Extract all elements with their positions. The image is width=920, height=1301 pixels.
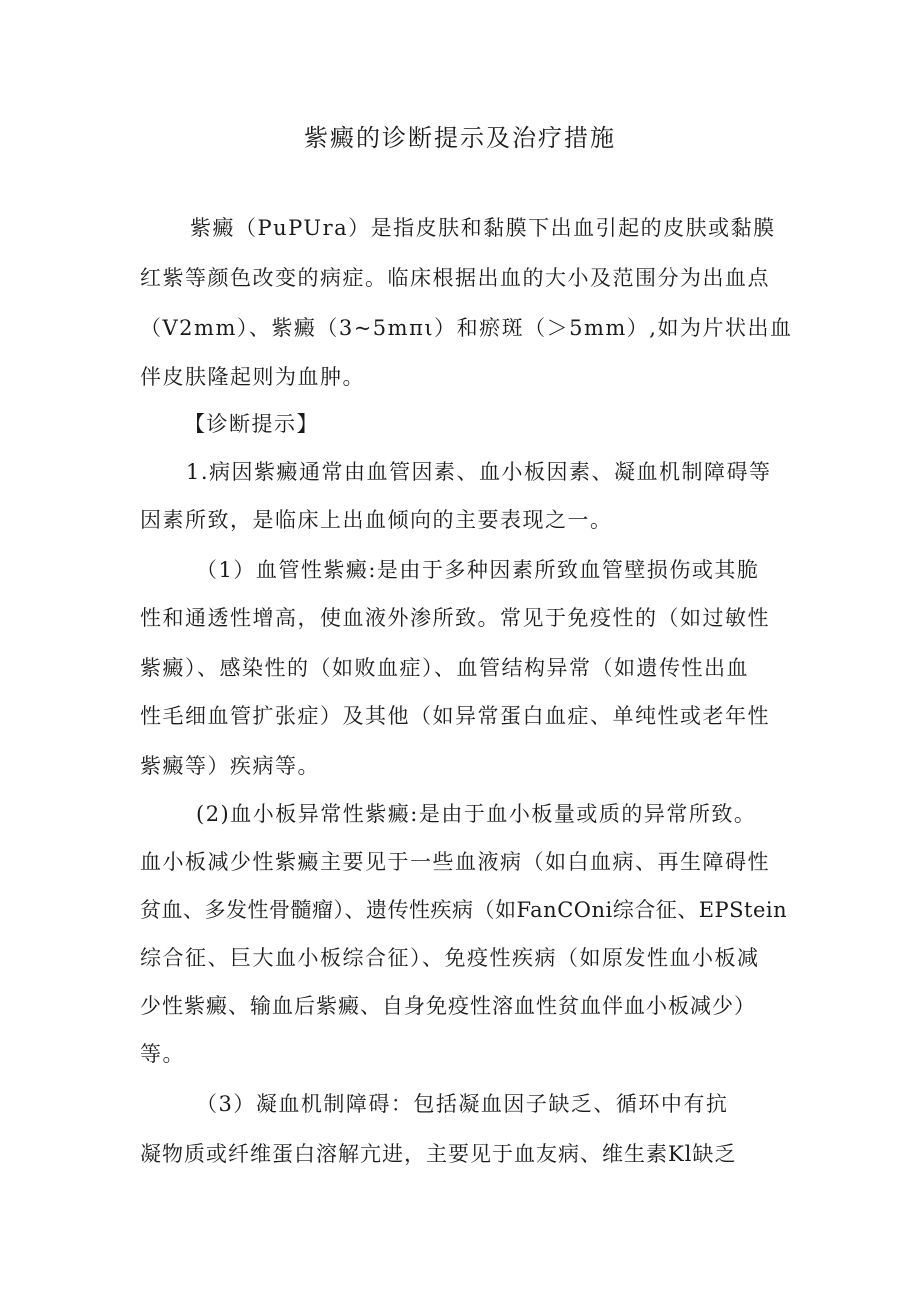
paragraph-line: (2)血小板异常性紫癜:是由于血小板量或质的异常所致。	[196, 802, 757, 826]
paragraph-line: 紫癜（PuPUra）是指皮肤和黏膜下出血引起的皮肤或黏膜	[190, 216, 776, 240]
paragraph-line: 红紫等颜色改变的病症。临床根据出血的大小及范围分为出血点	[140, 266, 770, 290]
paragraph-line: 1.病因紫癜通常由血管因素、血小板因素、凝血机制障碍等	[186, 460, 772, 484]
paragraph-line: 紫癜等）疾病等。	[140, 754, 320, 778]
paragraph-line: 少性紫癜、输血后紫癜、自身免疫性溶血性贫血伴血小板减少）	[140, 994, 756, 1018]
paragraph-line: 性和通透性增高，使血液外渗所致。常见于免疫性的（如过敏性	[140, 606, 770, 630]
paragraph-line: 血小板减少性紫癜主要见于一些血液病（如白血病、再生障碍性	[140, 850, 770, 874]
paragraph-line: （3）凝血机制障碍：包括凝血因子缺乏、循环中有抗	[196, 1092, 729, 1116]
paragraph-line: 综合征、巨大血小板综合征）、免疫性疾病（如原发性血小板减	[140, 946, 760, 970]
section-heading: 【诊断提示】	[184, 412, 319, 436]
paragraph-line: （1）血管性紫癜:是由于多种因素所致血管壁损伤或其脆	[196, 558, 760, 582]
paragraph-line: 性毛细血管扩张症）及其他（如异常蛋白血症、单纯性或老年性	[140, 704, 770, 728]
paragraph-line: 伴皮肤隆起则为血肿。	[140, 365, 365, 389]
paragraph-line: 紫癜）、感染性的（如败血症）、血管结构异常（如遗传性出血	[140, 656, 749, 680]
paragraph-line: 因素所致，是临床上出血倾向的主要表现之一。	[140, 508, 613, 532]
paragraph-line: 贫血、多发性骨髓瘤）、遗传性疾病（如FanCOni综合征、EPStein	[140, 898, 788, 922]
page-title: 紫癜的诊断提示及治疗措施	[304, 124, 616, 152]
paragraph-line: 凝物质或纤维蛋白溶解亢进，主要见于血友病、维生素Kl缺乏	[140, 1142, 737, 1166]
paragraph-line: （V2mm）、紫癜（3~5mπι）和瘀斑（＞5mm）,如为片状出血	[140, 316, 793, 340]
paragraph-line: 等。	[140, 1042, 185, 1066]
